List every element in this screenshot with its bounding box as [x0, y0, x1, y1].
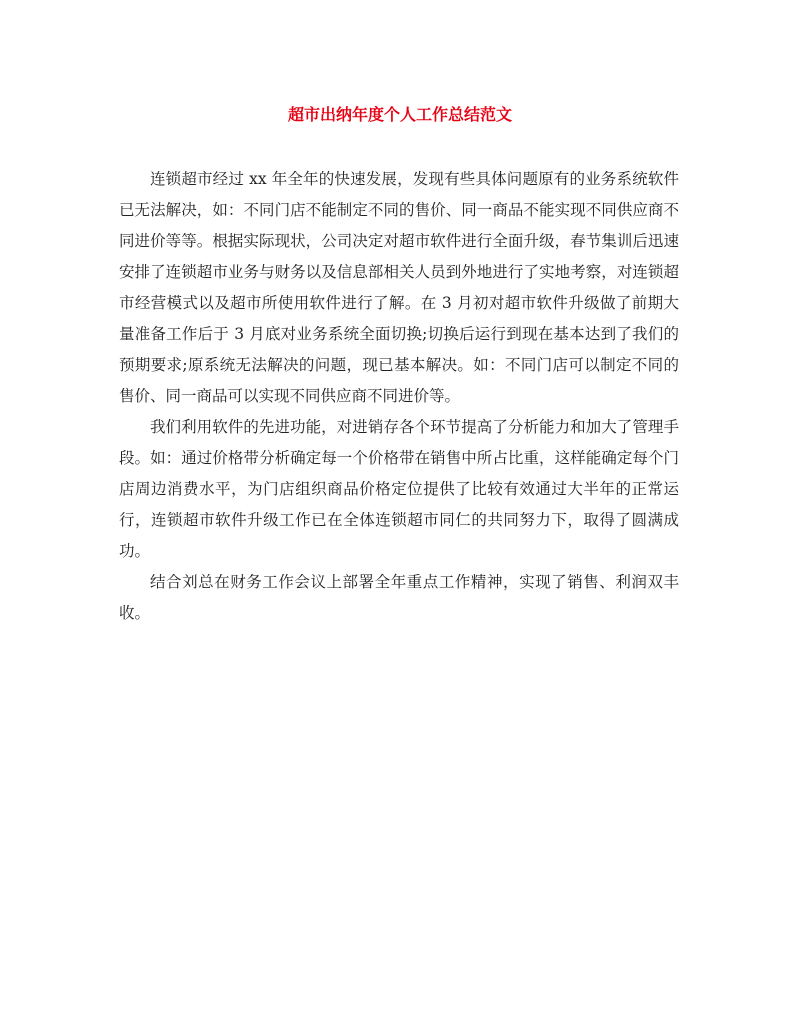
document-body [119, 164, 679, 629]
paragraph-1: 连锁超市经过 xx 年全年的快速发展，发现有些具体问题原有的业务系统软件已无法解决，如：不同门店不能制定不同的售价、同一商品不能实现不同供应商不同进价等等。根据实际现状，公司决定对超市软件进行全面升级，春节集训后迅速安排了连锁超市业务与财务以及信息部相关人员到外地进行了实地考察，对连锁超市经营模式以及超市所使用软件进行了解。在 3 月初对超市软件升级做了前期大量准备工作后于 3 月底对业务系统全面切换;切换后运行到现在基本达到了我们的预期要求;原系统无法解决的问题，现已基本解决。如：不同门店可以制定不同的售价、同一商品可以实现不同供应商不同进价等。 [119, 170, 679, 405]
document-title: 超市出纳年度个人工作总结范文 [287, 105, 512, 124]
paragraph-2: 我们利用软件的先进功能，对进销存各个环节提高了分析能力和加大了管理手段。如：通过价格带分析确定每一个价格带在销售中所占比重，这样能确定每个门店周边消费水平，为门店组织商品价格定位提供了比较有效通过大半年的正常运行，连锁超市软件升级工作已在全体连锁超市同仁的共同努力下，取得了圆满成功。 [119, 418, 679, 560]
paragraph-3: 结合刘总在财务工作会议上部署全年重点工作精神，实现了销售、利润双丰收。 [119, 573, 679, 622]
